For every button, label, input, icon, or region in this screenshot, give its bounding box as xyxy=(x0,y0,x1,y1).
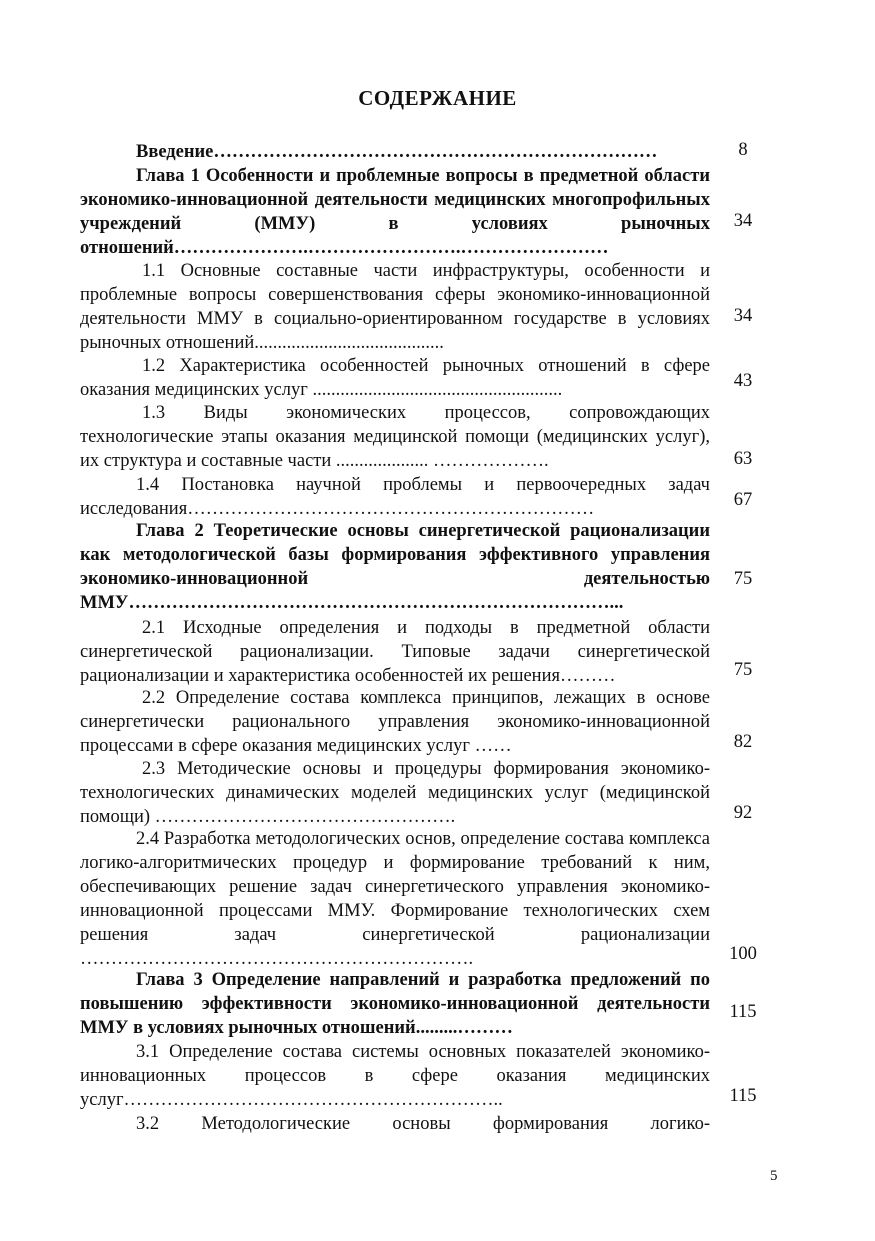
toc-page-number: 67 xyxy=(733,490,753,510)
toc-entry-chapter-1: Глава 1 Особенности и проблемные вопросы в предметной области экономико-инновационной деятельности медицинских многопрофильных учреждений (ММУ) в условиях рыночных отношений………………….…………………….…………………… xyxy=(80,166,710,258)
toc-page-number: 115 xyxy=(729,1002,757,1022)
toc-entry-intro: Введение……………………………………………………………… xyxy=(136,142,658,162)
toc-page-number: 34 xyxy=(733,306,753,326)
toc-page-number: 75 xyxy=(733,660,753,680)
toc-page-number: 100 xyxy=(729,944,757,964)
toc-entry-chapter-3: Глава 3 Определение направлений и разработка предложений по повышению эффективности экономико-инновационной деятельности ММУ в условиях рыночных отношений.........……… xyxy=(80,970,710,1038)
toc-page-number: 34 xyxy=(733,211,753,231)
toc-page-number: 92 xyxy=(733,803,753,823)
toc-page-number: 115 xyxy=(729,1086,757,1106)
toc-entry-section-2-4: 2.4 Разработка методологических основ, определение состава комплекса логико-алгоритмических процедур и формирование требований к ним, обеспечивающих решение задач синергетического управления экономико-инновационной процессами ММУ. Формирование технологических схем решения задач синергетической рационализации ………………………………………………………. xyxy=(80,829,710,969)
toc-entry-section-3-1: 3.1 Определение состава системы основных показателей экономико-инновационных процессов в сфере оказания медицинских услуг…………………………………………………….. xyxy=(80,1042,710,1110)
toc-entry-section-2-3: 2.3 Методические основы и процедуры формирования экономико-технологических динамических моделей медицинских услуг (медицинской помощи) …………………………………………. xyxy=(80,759,710,827)
toc-page-number: 75 xyxy=(733,569,753,589)
toc-entry-section-2-2: 2.2 Определение состава комплекса принципов, лежащих в основе синергетически рационального управления экономико-инновационной процессами в сфере оказания медицинских услуг …… xyxy=(80,688,710,756)
toc-entry-section-2-1: 2.1 Исходные определения и подходы в предметной области синергетической рационализации. Типовые задачи синергетической рационализации и характеристика особенностей их решения……… xyxy=(80,618,710,686)
toc-page-number: 43 xyxy=(733,371,753,391)
toc-entry-section-1-2: 1.2 Характеристика особенностей рыночных отношений в сфере оказания медицинских услуг ...................................................... xyxy=(80,356,710,400)
page-title: СОДЕРЖАНИЕ xyxy=(358,86,517,110)
page-number: 5 xyxy=(770,1168,778,1184)
toc-page-number: 8 xyxy=(738,140,748,160)
toc-page-number: 82 xyxy=(733,732,753,752)
toc-entry-section-3-2: 3.2 Методологические основы формирования логико- xyxy=(136,1114,710,1134)
toc-page-number: 63 xyxy=(733,449,753,469)
toc-entry-section-1-1: 1.1 Основные составные части инфраструктуры, особенности и проблемные вопросы совершенствования сферы экономико-инновационной деятельности ММУ в социально-ориентированном государстве в условиях рыночных отношений......................................... xyxy=(80,261,710,353)
toc-entry-section-1-3: 1.3 Виды экономических процессов, сопровождающих технологические этапы оказания медицинской помощи (медицинских услуг), их структура и составные части .................... ………………. xyxy=(80,403,710,471)
toc-entry-chapter-2: Глава 2 Теоретические основы синергетической рационализации как методологической базы формирования эффективного управления экономико-инновационной деятельностью ММУ……………………………………………………………………... xyxy=(80,521,710,613)
toc-entry-section-1-4: 1.4 Постановка научной проблемы и первоочередных задач исследования………………………………………………………… xyxy=(80,475,710,519)
